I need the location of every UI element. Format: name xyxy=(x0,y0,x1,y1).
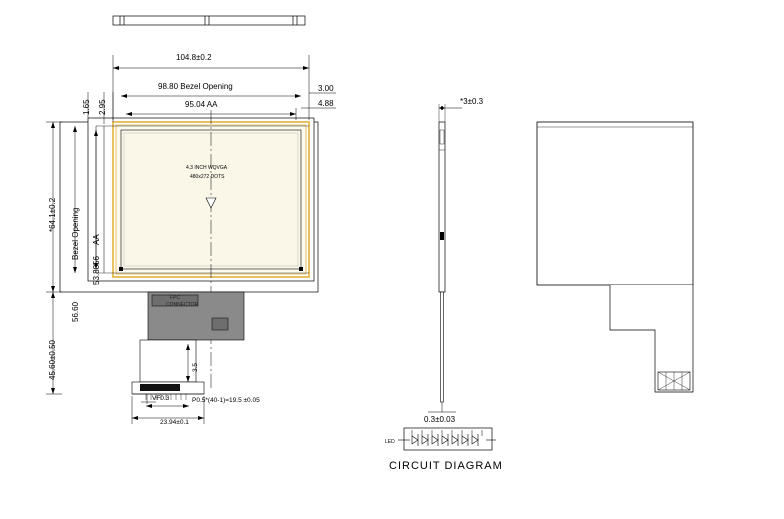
dim-3-5: 3.5 xyxy=(192,362,199,372)
dim-bottom-height: 45.60±0.50 xyxy=(48,340,57,380)
back-view xyxy=(537,122,693,392)
dim-bezel-opening-height-label: Bezel Opening xyxy=(71,207,80,260)
dim-thickness: *3±0.3 xyxy=(460,97,484,106)
dim-pitch: P0.5*(40-1)=19.5 ±0.05 xyxy=(192,397,260,404)
circuit-diagram-title: CIRCUIT DIAGRAM xyxy=(389,460,503,472)
dim-active-area-width: 95.04 AA xyxy=(185,100,218,109)
panel-note-line2: 480x272 DOTS xyxy=(190,174,225,180)
front-view xyxy=(60,110,318,400)
dim-bezel-opening-height-value: 56.60 xyxy=(71,301,80,322)
circuit-pin-label: LED xyxy=(385,439,395,445)
dim-overall-width: 104.8±0.2 xyxy=(176,53,212,62)
dim-left-165: 1.65 xyxy=(82,99,91,115)
dim-thickness-bottom: 0.3±0.03 xyxy=(424,415,456,424)
dim-right-bottom: 4.88 xyxy=(318,99,334,108)
dim-vf: VF0.3 xyxy=(152,395,170,402)
dim-active-area-height-label: AA xyxy=(92,234,101,245)
dim-tail-width: 23.94±0.1 xyxy=(160,419,189,426)
circuit-diagram xyxy=(398,428,496,450)
fpc-connector-label: CONNECTOR xyxy=(166,302,199,308)
panel-note-line1: 4.3 INCH WQVGA xyxy=(186,165,228,171)
side-view xyxy=(428,104,462,412)
dim-overall-height: *64.1±0.2 xyxy=(48,197,57,232)
dim-right-top: 3.00 xyxy=(318,84,334,93)
dim-bezel-opening-width: 98.80 Bezel Opening xyxy=(158,82,233,91)
dim-left-295: 2.95 xyxy=(98,99,107,115)
fpc-label: FPC xyxy=(170,295,180,301)
top-edge-strip xyxy=(113,16,305,25)
dim-active-area-height-value: 53.8856 xyxy=(92,256,101,285)
